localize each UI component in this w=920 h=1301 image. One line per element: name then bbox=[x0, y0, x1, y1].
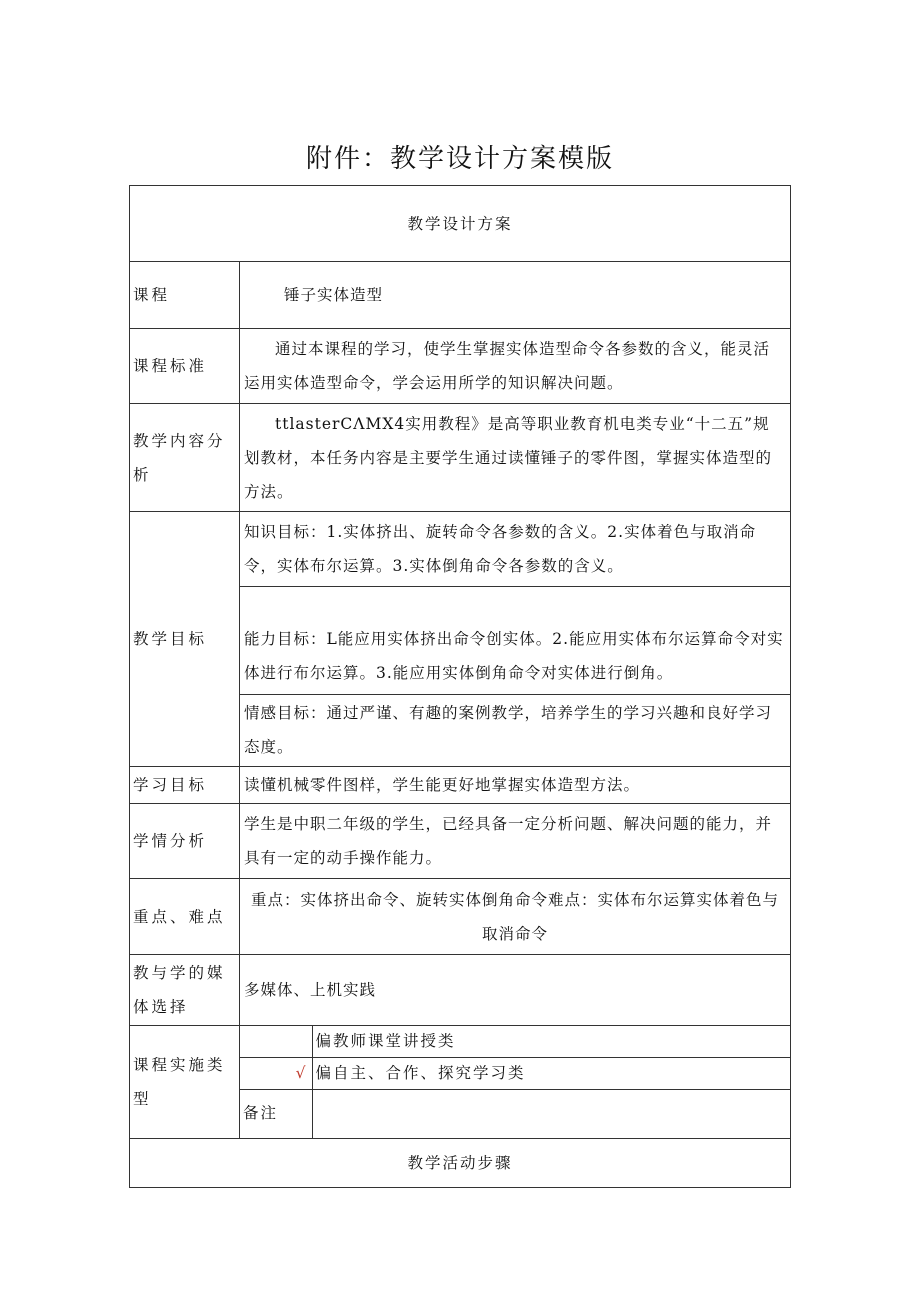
teaching-plan-table bbox=[129, 185, 791, 1188]
option-self-study: 偏自主、合作、探究学习类 bbox=[312, 1058, 790, 1090]
option-teacher-lecture: 偏教师课堂讲授类 bbox=[312, 1026, 790, 1058]
learner-analysis-label: 学情分析 bbox=[130, 804, 240, 879]
table-header: 教学设计方案 bbox=[130, 186, 791, 262]
media-value: 多媒体、上机实践 bbox=[240, 955, 791, 1026]
impl-type-subtable bbox=[240, 1026, 790, 1138]
key-points-value: 重点：实体挤出命令、旋转实体倒角命令难点：实体布尔运算实体着色与取消命令 bbox=[240, 879, 791, 955]
course-label: 课程 bbox=[130, 262, 240, 329]
standard-value: 通过本课程的学习，使学生掌握实体造型命令各参数的含义，能灵活运用实体造型命令，学会运用所学的知识解决问题。 bbox=[240, 329, 791, 404]
content-analysis-label: 教学内容分析 bbox=[130, 404, 240, 512]
impl-type-cell bbox=[240, 1026, 791, 1139]
content-analysis-value: ttlasterCΛMX4实用教程》是高等职业教育机电类专业“十二五”规划教材，本任务内容是主要学生通过读懂锤子的零件图，掌握实体造型的方法。 bbox=[240, 404, 791, 512]
knowledge-objective: 知识目标：1.实体挤出、旋转命令各参数的含义。2.实体着色与取消命令，实体布尔运算。3.实体倒角命令各参数的含义。 bbox=[240, 512, 790, 586]
objectives-label: 教学目标 bbox=[130, 512, 240, 767]
learning-goal-label: 学习目标 bbox=[130, 767, 240, 804]
learning-goal-value: 读懂机械零件图样，学生能更好地掌握实体造型方法。 bbox=[240, 767, 791, 804]
standard-label: 课程标准 bbox=[130, 329, 240, 404]
checkmark-icon: √ bbox=[240, 1058, 312, 1090]
objectives-cell bbox=[240, 512, 791, 767]
course-value: 锤子实体造型 bbox=[240, 262, 791, 329]
remark-label: 备注 bbox=[240, 1090, 312, 1138]
remark-value bbox=[312, 1090, 790, 1138]
document-title: 附件：教学设计方案模版 bbox=[305, 144, 614, 174]
learner-analysis-value: 学生是中职二年级的学生，已经具备一定分析问题、解决问题的能力，并具有一定的动手操作能力。 bbox=[240, 804, 791, 879]
ability-objective: 能力目标：L能应用实体挤出命令创实体。2.能应用实体布尔运算命令对实体进行布尔运算。3.能应用实体倒角命令对实体进行倒角。 bbox=[240, 586, 790, 694]
impl-type-label: 课程实施类型 bbox=[130, 1026, 240, 1139]
key-points-label: 重点、难点 bbox=[130, 879, 240, 955]
media-label: 教与学的媒体选择 bbox=[130, 955, 240, 1026]
option-mark bbox=[240, 1026, 312, 1058]
emotion-objective: 情感目标：通过严谨、有趣的案例教学，培养学生的学习兴趣和良好学习态度。 bbox=[244, 704, 773, 757]
objectives-subtable bbox=[240, 512, 790, 766]
table-footer: 教学活动步骤 bbox=[130, 1138, 791, 1187]
